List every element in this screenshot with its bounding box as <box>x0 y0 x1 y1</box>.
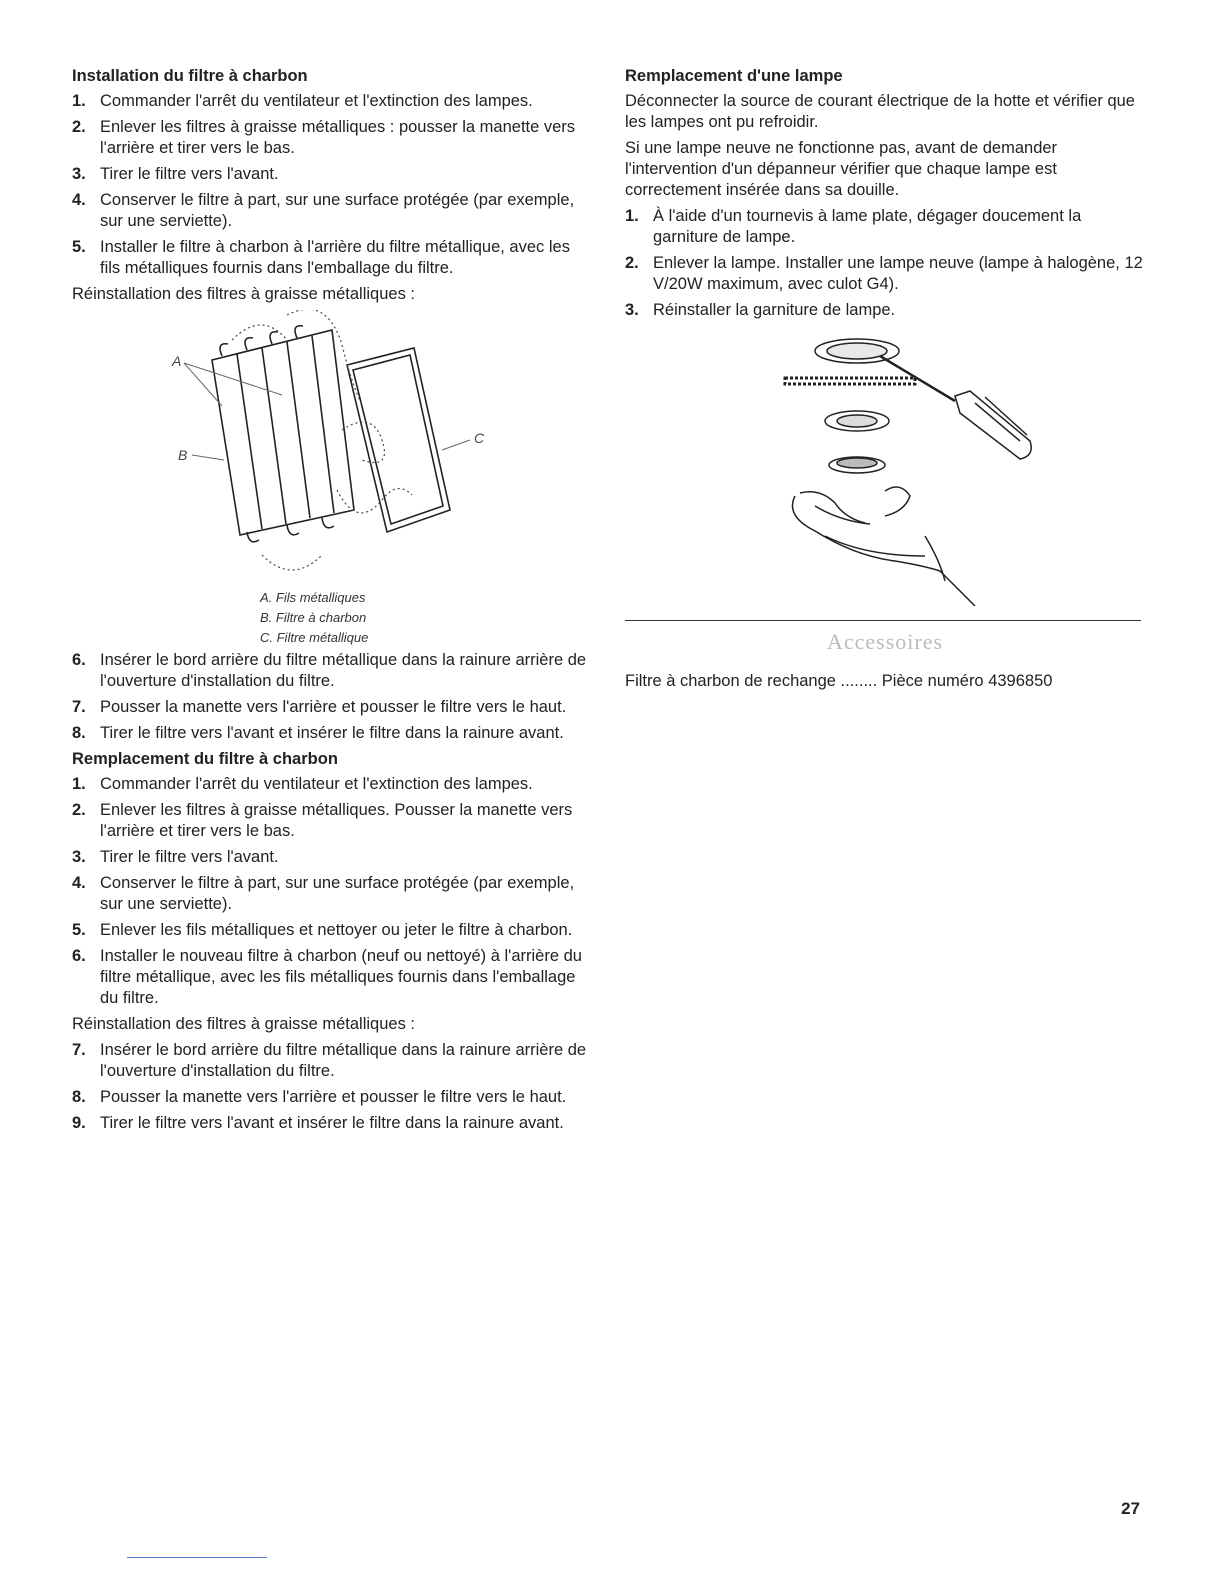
lamp-title: Remplacement d'une lampe <box>625 67 843 85</box>
bottom-rule <box>127 1557 267 1558</box>
page-number: 27 <box>1121 1499 1140 1518</box>
left-column <box>72 66 592 1139</box>
list-item: 2. Enlever les filtres à graisse métalliques. Pousser la manette vers l'arrière et tirer vers le bas. <box>72 801 573 840</box>
list-item: 3. Tirer le filtre vers l'avant. <box>72 848 279 866</box>
label-b: B <box>178 447 188 463</box>
list-item: 6. Insérer le bord arrière du filtre métallique dans la rainure arrière de l'ouverture d'installation du filtre. <box>72 651 587 690</box>
list-item: 8. Tirer le filtre vers l'avant et insérer le filtre dans la rainure avant. <box>72 724 564 742</box>
list-item: 4. Conserver le filtre à part, sur une surface protégée (par exemple, sur une serviette). <box>72 191 575 230</box>
caption-b: B. Filtre à charbon <box>260 610 367 625</box>
list-item: 1. Commander l'arrêt du ventilateur et l'extinction des lampes. <box>72 92 533 110</box>
lamp-steps <box>625 206 1145 321</box>
lamp-illustration <box>625 331 1145 606</box>
list-item: 2. Enlever les filtres à graisse métalliques : pousser la manette vers l'arrière et tirer vers le bas. <box>72 118 576 157</box>
reinstall-label: Réinstallation des filtres à graisse métalliques : <box>72 285 415 303</box>
list-item: 5. Enlever les fils métalliques et nettoyer ou jeter le filtre à charbon. <box>72 921 573 939</box>
lamp-figure <box>625 331 1145 606</box>
install-steps <box>72 91 592 279</box>
right-column <box>625 66 1145 697</box>
list-item: 9. Tirer le filtre vers l'avant et insérer le filtre dans la rainure avant. <box>72 1114 564 1132</box>
lamp-paragraph-1: Déconnecter la source de courant électrique de la hotte et vérifier que les lampes ont pu refroidir. <box>625 92 1135 131</box>
list-item: 7. Pousser la manette vers l'arrière et pousser le filtre vers le haut. <box>72 698 567 716</box>
figure-captions <box>260 588 368 648</box>
list-item: 7. Insérer le bord arrière du filtre métallique dans la rainure arrière de l'ouverture d'installation du filtre. <box>72 1041 587 1080</box>
install-steps-continued <box>72 650 592 744</box>
list-item: 6. Installer le nouveau filtre à charbon (neuf ou nettoyé) à l'arrière du filtre métallique, avec les fils métalliques fournis dans l'emballage du filtre. <box>72 947 582 1007</box>
filter-illustration <box>72 310 592 590</box>
list-item: 3. Réinstaller la garniture de lampe. <box>625 301 896 319</box>
lamp-paragraph-2: Si une lampe neuve ne fonctionne pas, avant de demander l'intervention d'un dépanneur vérifier que chaque lampe est correctement insérée dans sa douille. <box>625 139 1058 199</box>
filter-figure <box>72 310 592 650</box>
label-c: C <box>474 430 485 446</box>
accessory-line: Filtre à charbon de rechange ........ Pièce numéro 4396850 <box>625 672 1053 690</box>
replace-title: Remplacement du filtre à charbon <box>72 750 338 768</box>
replace-steps-continued <box>72 1040 592 1134</box>
list-item: 3. Tirer le filtre vers l'avant. <box>72 165 279 183</box>
list-item: 1. À l'aide d'un tournevis à lame plate, dégager doucement la garniture de lampe. <box>625 207 1082 246</box>
reinstall-label-2: Réinstallation des filtres à graisse métalliques : <box>72 1015 415 1033</box>
label-a: A <box>172 353 182 369</box>
accessories-title: Accessoires <box>826 629 944 654</box>
section-divider <box>625 620 1141 621</box>
replace-steps <box>72 774 592 1009</box>
list-item: 1. Commander l'arrêt du ventilateur et l'extinction des lampes. <box>72 775 533 793</box>
list-item: 5. Installer le filtre à charbon à l'arrière du filtre métallique, avec les fils métalliques fournis dans l'emballage du filtre. <box>72 238 570 277</box>
caption-c: C. Filtre métallique <box>260 630 369 645</box>
list-item: 2. Enlever la lampe. Installer une lampe neuve (lampe à halogène, 12 V/20W maximum, avec culot G4). <box>625 254 1143 293</box>
caption-a: A. Fils métalliques <box>260 590 366 605</box>
install-title: Installation du filtre à charbon <box>72 67 308 85</box>
list-item: 8. Pousser la manette vers l'arrière et pousser le filtre vers le haut. <box>72 1088 567 1106</box>
list-item: 4. Conserver le filtre à part, sur une surface protégée (par exemple, sur une serviette). <box>72 874 575 913</box>
